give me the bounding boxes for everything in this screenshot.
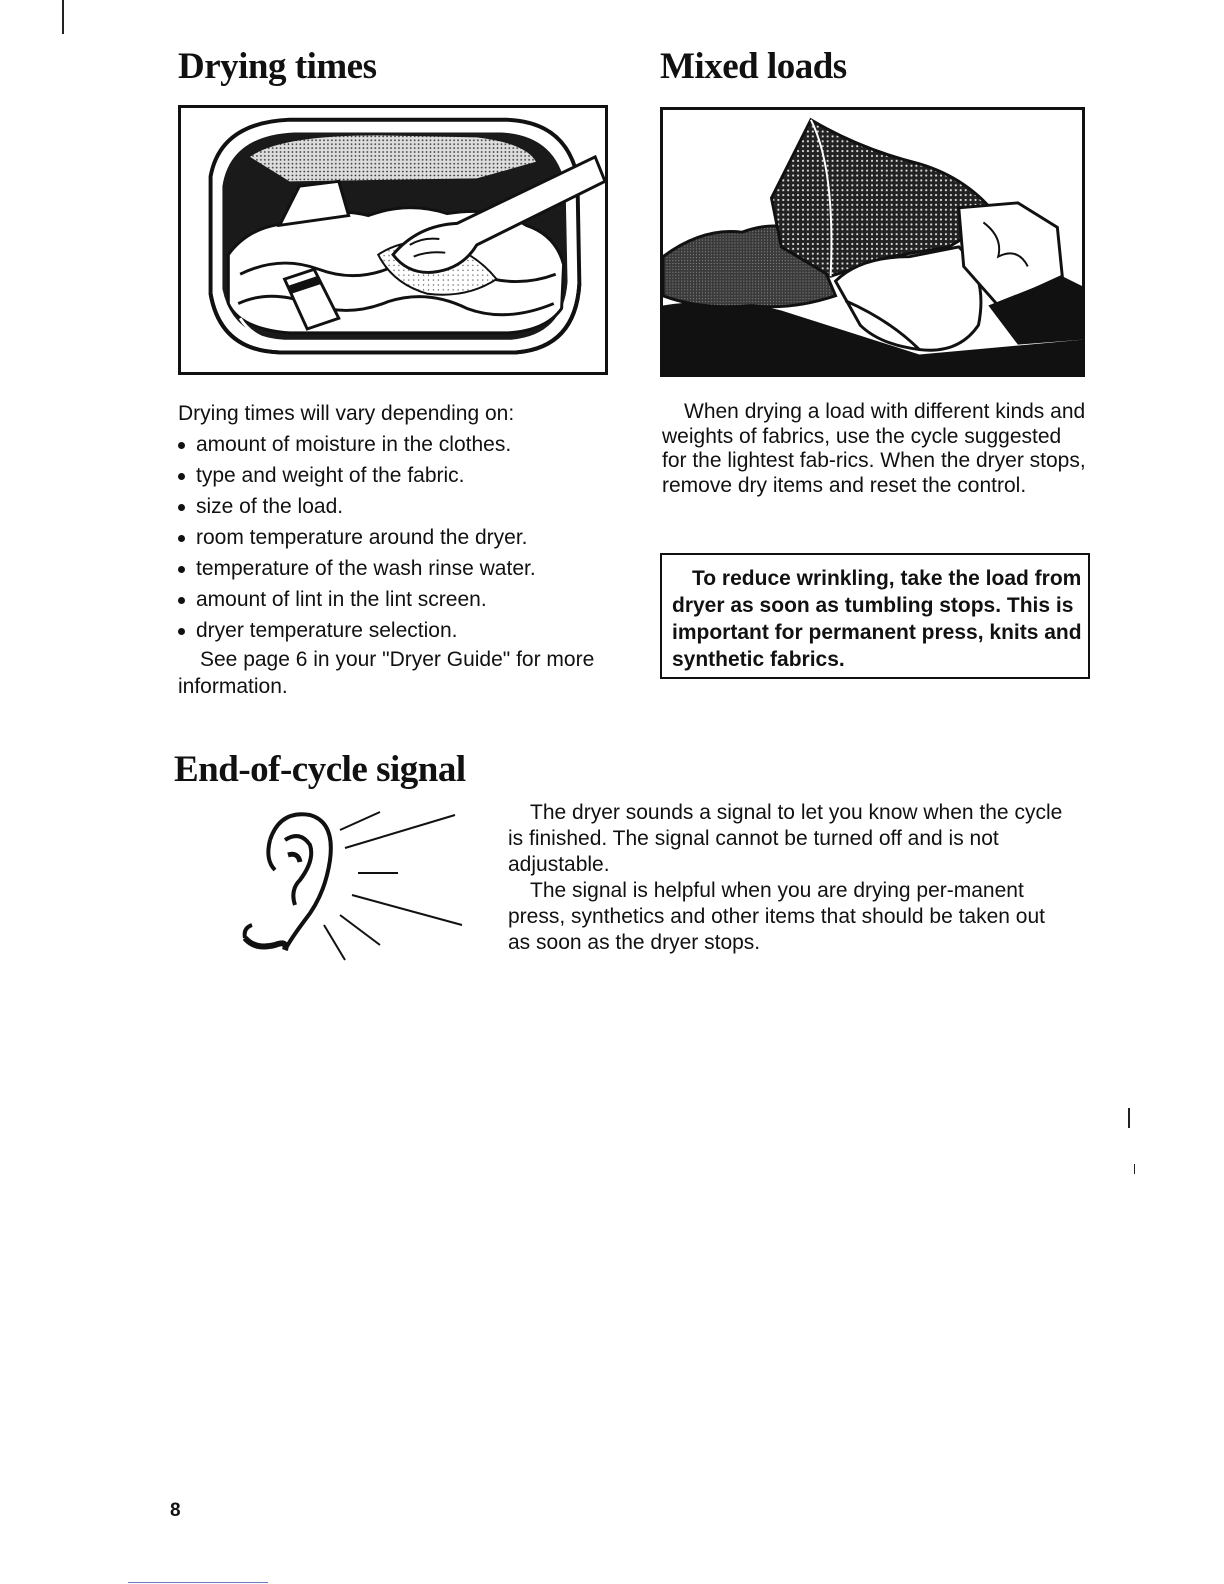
- list-item: type and weight of the fabric.: [178, 460, 618, 491]
- list-item: temperature of the wash rinse water.: [178, 553, 618, 584]
- drying-factors-list: [178, 429, 618, 646]
- drying-times-heading: Drying times: [178, 46, 377, 87]
- end-of-cycle-text: [508, 800, 1068, 956]
- dryer-drum-icon: [181, 108, 605, 372]
- drying-times-text: [178, 398, 618, 700]
- bottom-rule: [128, 1582, 268, 1583]
- dryer-guide-reference: See page 6 in your "Dryer Guide" for more information.: [178, 648, 595, 698]
- signal-paragraph: The dryer sounds a signal to let you know when the cycle is finished. The signal cannot be turned off and is not adjustable.: [508, 801, 1063, 876]
- mixed-loads-illustration: [660, 107, 1085, 377]
- page-number: 8: [170, 1500, 181, 1521]
- mixed-loads-text: [662, 400, 1087, 498]
- signal-paragraph: The signal is helpful when you are drying per-manent press, synthetics and other items that should be taken out as soon as the dryer stops.: [508, 879, 1045, 954]
- end-of-cycle-heading: End-of-cycle signal: [174, 749, 466, 790]
- list-item: size of the load.: [178, 491, 618, 522]
- mixed-fabrics-icon: [663, 110, 1082, 374]
- mixed-loads-paragraph: When drying a load with different kinds and weights of fabrics, use the cycle suggested for the lightest fab-rics. When the dryer stops, remove dry items and reset the control.: [662, 400, 1086, 497]
- mixed-loads-heading: Mixed loads: [660, 46, 847, 87]
- list-item: amount of lint in the lint screen.: [178, 584, 618, 615]
- drying-times-illustration: [178, 105, 608, 375]
- list-item: dryer temperature selection.: [178, 615, 618, 646]
- drying-times-intro: Drying times will vary depending on:: [178, 402, 515, 425]
- list-item: room temperature around the dryer.: [178, 522, 618, 553]
- list-item: amount of moisture in the clothes.: [178, 429, 618, 460]
- wrinkle-tip-box: [660, 553, 1090, 679]
- wrinkle-tip-text: To reduce wrinkling, take the load from dryer as soon as tumbling stops. This is important for permanent press, knits and synthetic fabrics.: [672, 567, 1082, 671]
- ear-icon: [240, 800, 470, 970]
- scan-edge-mark: [1128, 1108, 1130, 1128]
- scan-edge-mark: [1134, 1164, 1135, 1174]
- scan-edge-mark: [62, 0, 64, 34]
